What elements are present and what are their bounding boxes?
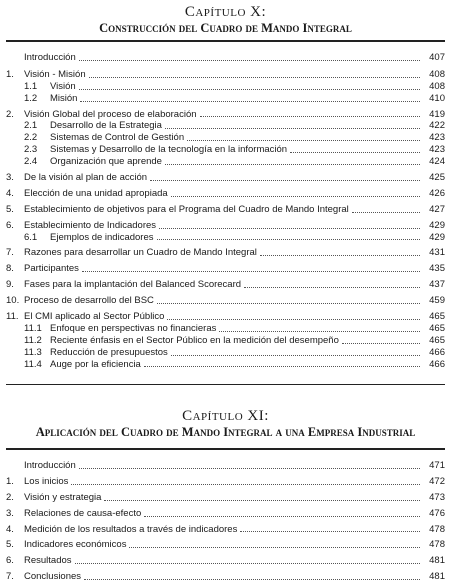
toc-entry-title: Indicadores económicos [24,539,127,551]
table-of-contents-chapter-10 [6,52,445,370]
dot-leader [150,180,420,181]
toc-entry-number: 4. [6,523,14,535]
toc-entry [6,311,445,323]
dot-leader [165,128,420,129]
toc-entry [6,132,445,144]
toc-entry [6,232,445,244]
toc-entry-page: 473 [429,491,445,503]
toc-entry-title: Visión Global del proceso de elaboración [24,108,197,120]
toc-entry-title: Elección de una unidad apropiada [24,187,168,199]
toc-entry [6,347,445,359]
toc-entry-title: Desarrollo de la Estrategia [50,120,162,132]
toc-entry-page: 426 [429,187,445,199]
toc-entry-page: 408 [429,68,445,80]
dot-leader [79,468,420,469]
dot-leader [129,547,420,548]
toc-entry-number: 5. [6,203,14,215]
toc-entry-title: De la visión al plan de acción [24,172,148,183]
toc-entry-title: Organización que aprende [50,156,162,168]
dot-leader [79,89,420,90]
toc-entry [6,359,445,371]
table-of-contents-chapter-11 [6,460,445,583]
toc-entry-title: Visión y estrategia [24,491,102,503]
dot-leader [165,164,420,165]
toc-entry-page: 466 [429,358,445,370]
toc-entry-title: Ejemplos de indicadores [50,231,154,243]
toc-entry-number: 1. [6,68,14,80]
toc-entry-number: 2.2 [24,132,38,144]
toc-entry [6,571,445,583]
toc-entry-page: 429 [429,231,445,243]
toc-entry-number: 9. [6,279,14,291]
toc-entry-page: 459 [429,295,445,307]
toc-entry-page: 465 [429,311,445,323]
toc-entry-page: 481 [429,555,445,567]
toc-entry-page: 437 [429,279,445,291]
toc-entry-page: 466 [429,346,445,358]
dot-leader [157,239,420,240]
toc-entry-page: 465 [429,334,445,346]
title-rule [6,448,445,450]
toc-entry [6,476,445,488]
dot-leader [171,355,420,356]
toc-entry-page: 425 [429,172,445,183]
toc-entry [6,120,445,132]
chapter-title: Aplicación del Cuadro de Mando Integral a una Empresa Industrial [35,425,416,439]
toc-entry [6,188,445,200]
toc-entry [6,144,445,156]
toc-entry-page: 478 [429,539,445,551]
dot-leader [219,331,420,332]
toc-entry-page: 423 [429,132,445,144]
toc-entry-title: Fases para la implantación del Balanced Scorecard [24,279,242,291]
toc-entry [6,172,445,184]
toc-entry-page: 427 [429,203,445,215]
dot-leader [290,152,420,153]
toc-entry-page: 424 [429,156,445,168]
toc-entry-title: Visión - Misión [24,68,86,80]
toc-entry-page: 481 [429,571,445,583]
toc-entry-title: Reciente énfasis en el Sector Público en la medición del desempeño [50,334,339,346]
toc-entry-number: 7. [6,571,14,583]
toc-entry-page: 471 [429,459,445,471]
toc-entry-page: 423 [429,144,445,156]
toc-entry [6,335,445,347]
toc-entry-number: 5. [6,539,14,551]
toc-entry-page: 407 [429,51,445,63]
toc-entry-number: 2.3 [24,144,38,156]
dot-leader [171,196,420,197]
chapter-11-header [0,408,451,440]
toc-entry-number: 11.2 [24,334,42,346]
toc-entry-title: Resultados [24,555,72,567]
toc-entry-page: 476 [429,507,445,519]
toc-entry [6,156,445,168]
toc-entry-number: 10. [6,295,20,307]
toc-entry [6,295,445,307]
dot-leader [89,77,420,78]
toc-entry-number: 11.4 [24,358,42,370]
toc-entry-number: 11. [6,311,19,323]
dot-leader [144,516,420,517]
toc-entry-number: 7. [6,247,14,259]
dot-leader [71,484,420,485]
toc-entry [6,247,445,259]
toc-entry [6,220,445,232]
toc-entry-number: 3. [6,507,14,519]
dot-leader [244,287,420,288]
chapter-10-header [0,4,451,36]
dot-leader [80,101,420,102]
toc-entry [6,508,445,520]
toc-entry-page: 410 [429,92,445,104]
toc-entry [6,279,445,291]
toc-entry-number: 6. [6,219,14,231]
toc-entry [6,204,445,216]
dot-leader [240,531,420,532]
dot-leader [200,116,420,117]
toc-entry [6,109,445,121]
toc-entry-page: 478 [429,523,445,535]
title-rule [6,40,445,42]
toc-entry [6,52,445,64]
chapter-label: Capítulo X: [184,4,267,20]
toc-entry-number: 4. [6,187,14,199]
toc-entry-title: Sistemas de Control de Gestión [50,132,185,144]
toc-entry-page: 431 [429,247,445,259]
chapter-title: Construcción del Cuadro de Mando Integral [99,21,352,35]
toc-entry-title: Sistemas y Desarrollo de la tecnología en la información [50,144,288,156]
toc-entry-title: Visión [50,80,76,92]
toc-entry-title: Proceso de desarrollo del BSC [24,295,154,307]
toc-entry-title: Los inicios [24,475,69,487]
toc-entry-title: Participantes [24,263,79,275]
dot-leader [82,271,420,272]
toc-entry [6,524,445,536]
toc-entry-page: 435 [429,263,445,275]
toc-entry-number: 6. [6,555,14,567]
toc-entry-title: Auge por la eficiencia [50,358,141,370]
toc-entry-number: 2. [6,491,14,503]
toc-entry [6,263,445,275]
dot-leader [342,343,420,344]
toc-entry-page: 472 [429,475,445,487]
toc-entry-page: 419 [429,108,445,120]
dot-leader [144,366,420,367]
toc-entry-title: Reducción de presupuestos [50,346,168,358]
toc-entry-title: Relaciones de causa-efecto [24,507,142,519]
dot-leader [187,140,420,141]
toc-entry-number: 8. [6,263,14,275]
dot-leader [79,60,420,61]
dot-leader [352,212,420,213]
toc-entry-number: 2.1 [24,120,38,132]
toc-entry-title: Introducción [24,51,76,63]
toc-entry [6,81,445,93]
toc-entry-title: Medición de los resultados a través de indicadores [24,523,238,535]
toc-entry-number: 2.4 [24,156,38,168]
toc-entry [6,539,445,551]
toc-entry-number: 2. [6,108,14,120]
toc-entry-number: 1. [6,475,14,487]
toc-entry-title: El CMI aplicado al Sector Público [24,311,165,323]
toc-entry-title: Razones para desarrollar un Cuadro de Mando Integral [24,247,257,259]
toc-entry [6,555,445,567]
toc-entry [6,492,445,504]
toc-entry-number: 11.3 [24,346,42,358]
toc-entry-title: Introducción [24,459,76,471]
dot-leader [159,228,420,229]
toc-entry [6,323,445,335]
toc-entry-page: 465 [429,322,445,334]
toc-entry-page: 429 [429,219,445,231]
toc-entry-page: 422 [429,120,445,132]
toc-entry-title: Establecimiento de Indicadores [24,219,157,231]
chapter-label: Capítulo XI: [182,408,269,424]
toc-entry-number: 11.1 [24,322,42,334]
dot-leader [104,500,420,501]
dot-leader [260,255,420,256]
toc-entry-title: Establecimiento de objetivos para el Programa del Cuadro de Mando Integral [24,203,349,215]
toc-entry-number: 1.2 [24,92,38,104]
toc-entry-number: 6.1 [24,231,38,243]
toc-entry [6,460,445,472]
dot-leader [75,563,420,564]
toc-entry [6,93,445,105]
dot-leader [84,579,420,580]
toc-entry [6,69,445,81]
section-end-rule [6,384,445,385]
dot-leader [157,303,420,304]
toc-entry-title: Misión [50,92,78,104]
dot-leader [167,319,420,320]
toc-entry-number: 1.1 [24,80,38,92]
toc-entry-title: Conclusiones [24,571,82,583]
toc-entry-number: 3. [6,172,14,183]
toc-entry-page: 408 [429,80,445,92]
toc-entry-title: Enfoque en perspectivas no financieras [50,322,217,334]
